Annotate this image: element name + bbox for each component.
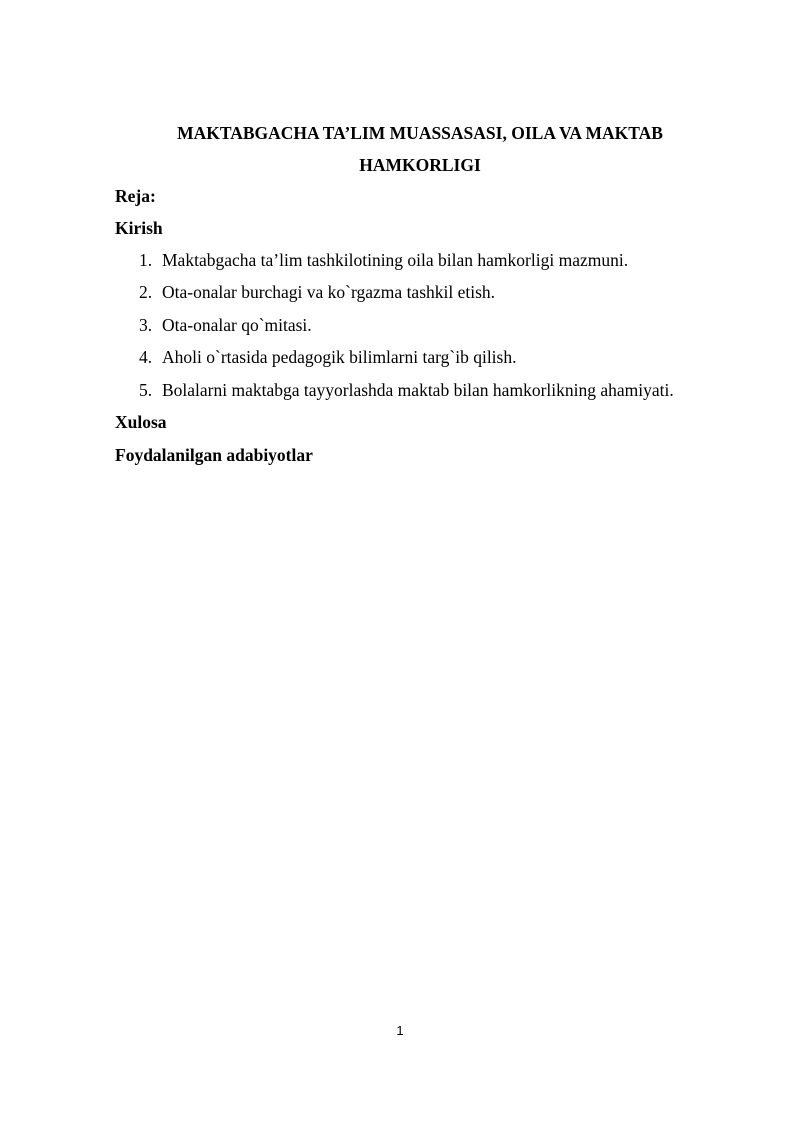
plan-item-text: Ota-onalar qo`mitasi. <box>162 314 312 335</box>
plan-item-number: 3. <box>139 314 153 335</box>
intro-heading: Kirish <box>115 218 163 238</box>
plan-item-text: Bolalarni maktabga tayyorlashda maktab bilan hamkorlikning ahamiyati. <box>162 379 674 400</box>
plan-item-number: 4. <box>139 347 153 368</box>
plan-item-text: Aholi o`rtasida pedagogik bilimlarni targ`ib qilish. <box>162 347 517 368</box>
plan-item-number: 1. <box>139 250 153 270</box>
plan-item-number: 5. <box>139 379 153 400</box>
conclusion-heading: Xulosa <box>115 412 167 432</box>
plan-item-text: Maktabgacha ta’lim tashkilotining oila bilan hamkorligi mazmuni. <box>162 250 629 270</box>
page-number: 1 <box>396 1023 404 1038</box>
references-heading: Foydalanilgan adabiyotlar <box>115 445 313 465</box>
plan-heading: Reja: <box>115 186 156 206</box>
plan-item-number: 2. <box>139 282 153 303</box>
document-title: MAKTABGACHA TA’LIM MUASSASASI, OILA VA MAKTAB HAMKORLIGI <box>177 123 663 175</box>
plan-item-text: Ota-onalar burchagi va ko`rgazma tashkil etish. <box>162 282 496 303</box>
